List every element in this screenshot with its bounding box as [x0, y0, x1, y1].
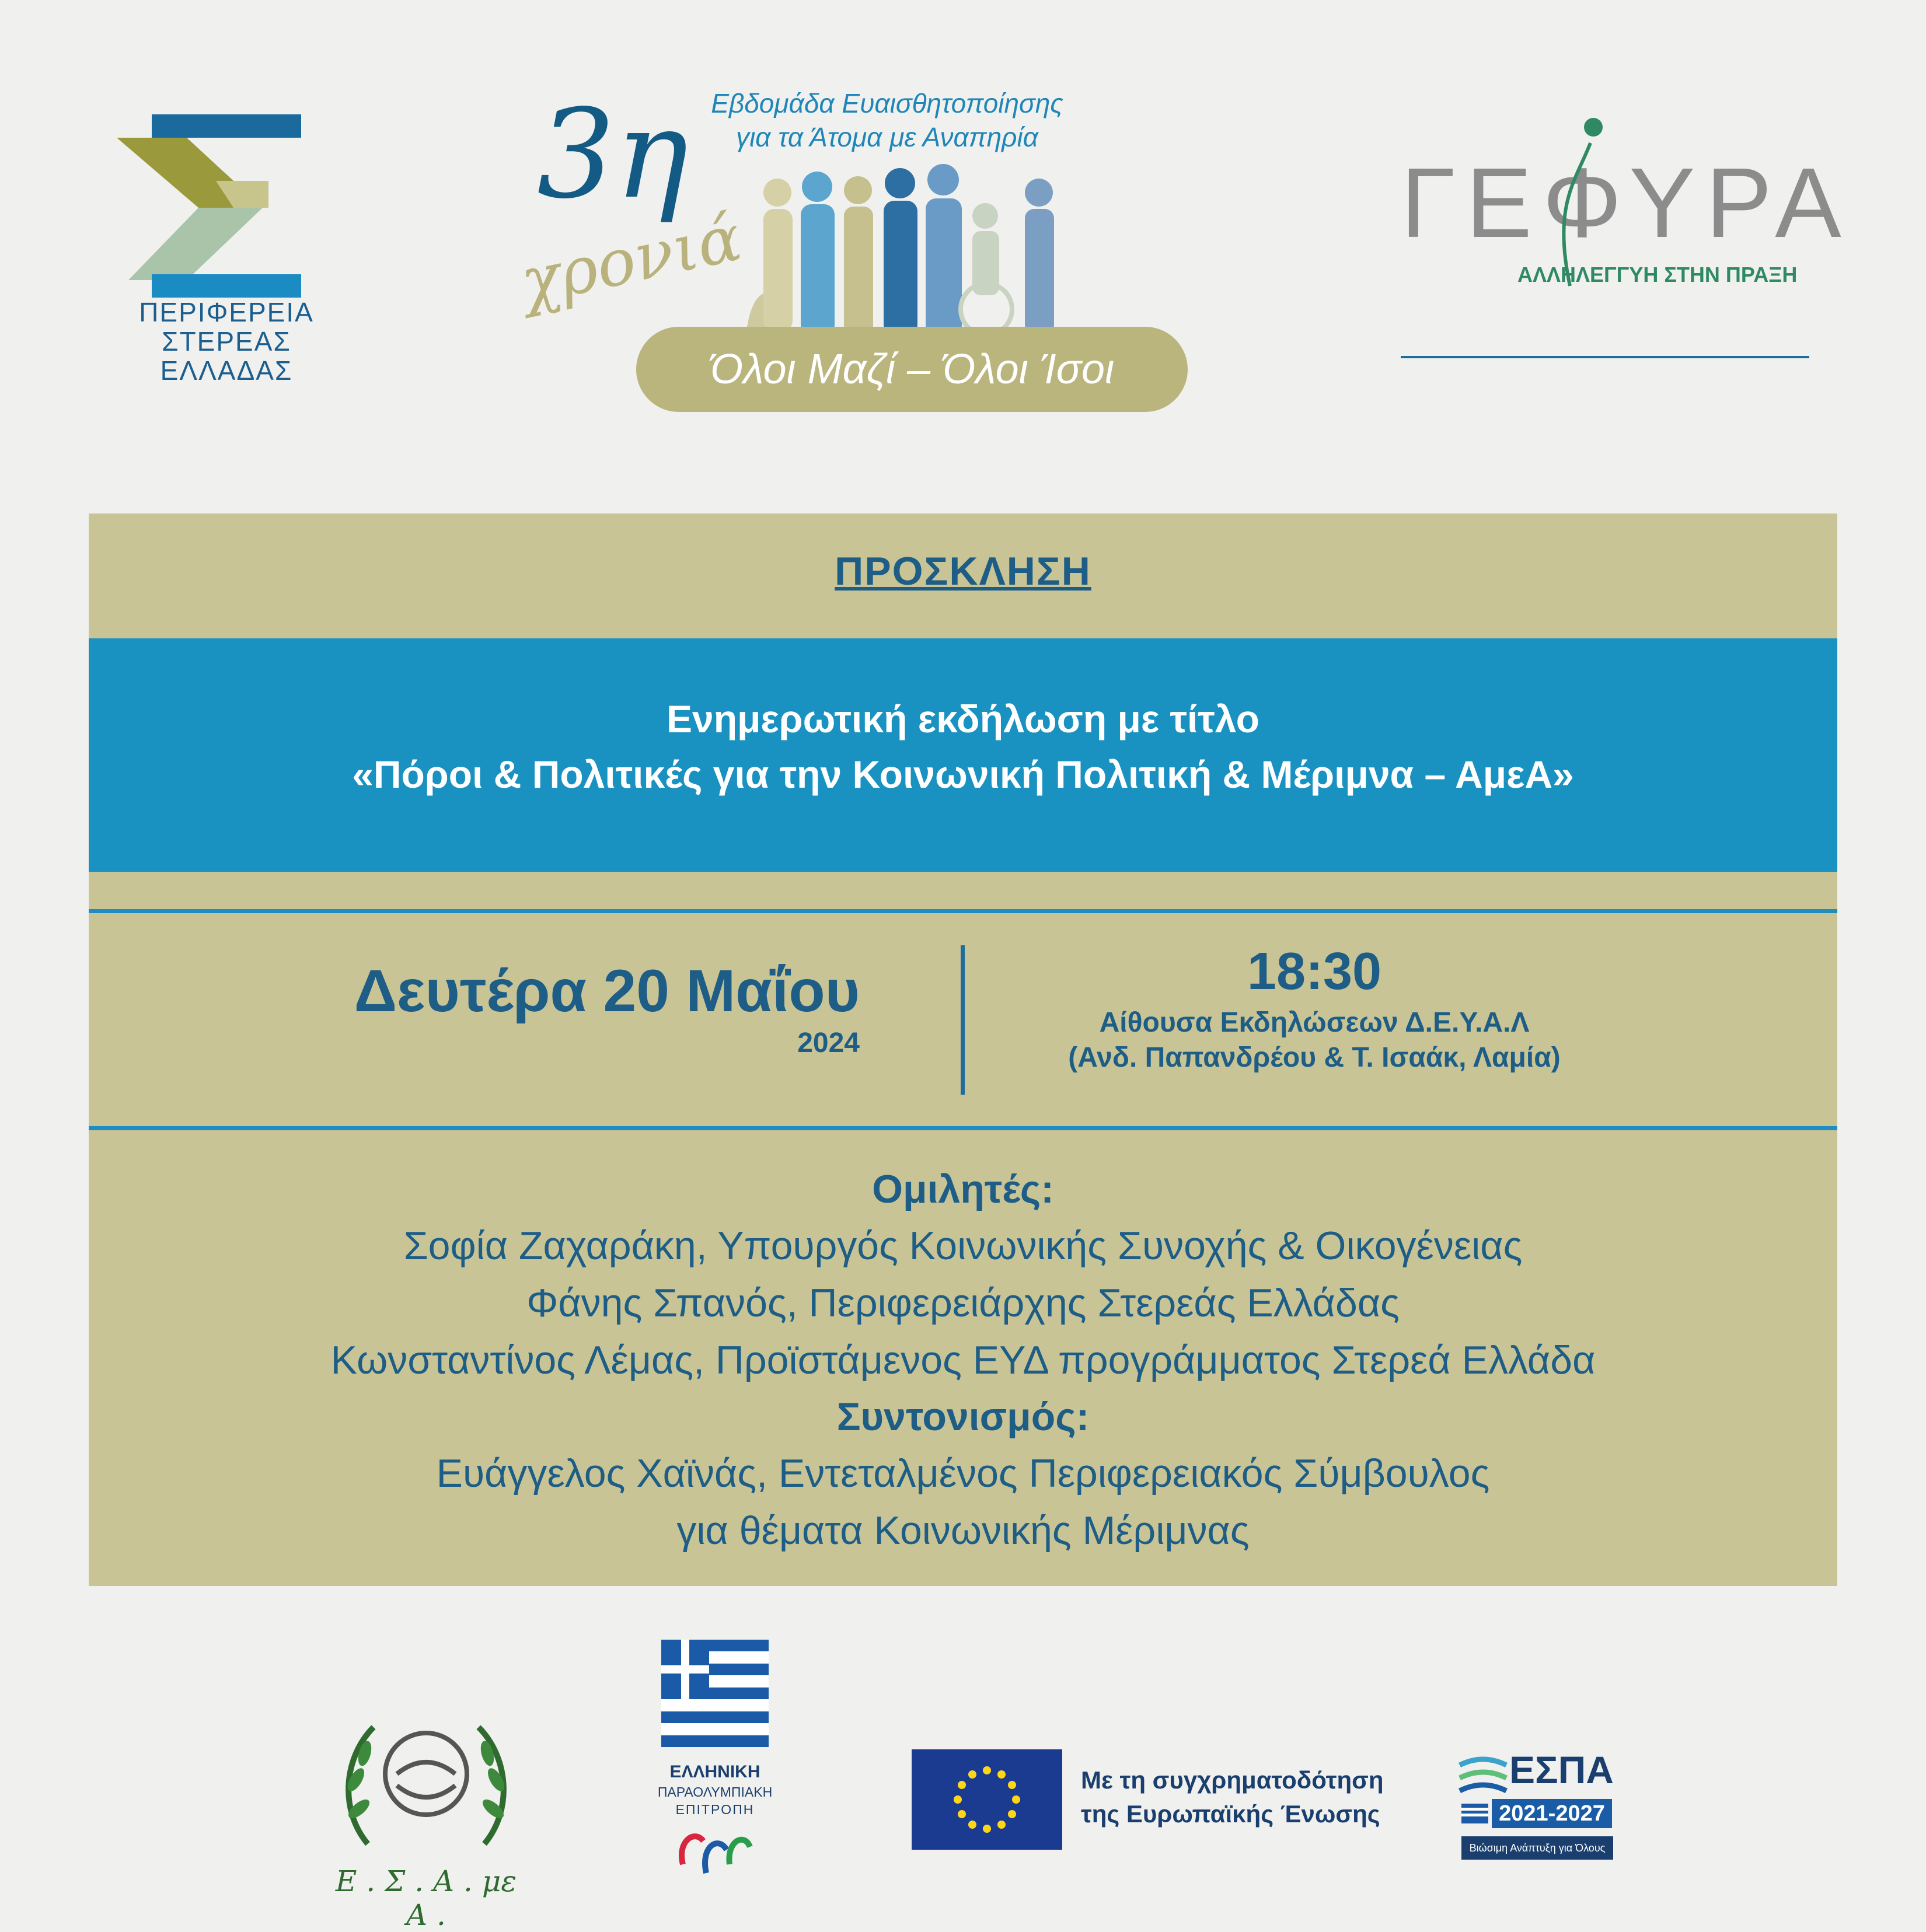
region-line-1: ΠΕΡΙΦΕΡΕΙΑ — [139, 297, 314, 327]
event-date: Δευτέρα 20 Μαΐου — [354, 958, 860, 1024]
speaker-line: Φάνης Σπανός, Περιφερειάρχης Στερεάς Ελλάδας — [526, 1281, 1400, 1325]
invitation-card — [89, 513, 1837, 1586]
edition-year-word: χρονιά — [514, 200, 748, 320]
awareness-week-badge — [508, 82, 1196, 420]
paralympic-line-3: ΕΠΙΤΡΟΠΗ — [675, 1802, 755, 1817]
event-address: (Ανδ. Παπανδρέου & Τ. Ισαάκ, Λαμία) — [1068, 1042, 1561, 1073]
gefyra-underline — [1401, 356, 1809, 358]
region-line-2: ΣΤΕΡΕΑΣ — [162, 326, 291, 357]
esamea-name: Ε . Σ . Α . με Α . — [335, 1864, 517, 1932]
paralympic-line-2: ΠΑΡΑΟΛΥΜΠΙΑΚΗ — [657, 1784, 773, 1800]
espa-flags-icon — [1461, 1804, 1488, 1823]
coordinator-line-2: για θέματα Κοινωνικής Μέριμνας — [676, 1508, 1250, 1553]
event-title-line-1: Ενημερωτική εκδήλωση με τίτλο — [667, 697, 1259, 740]
espa-waves-icon — [1457, 1753, 1509, 1794]
event-venue: Αίθουσα Εκδηλώσεων Δ.Ε.Υ.Α.Λ — [1099, 1007, 1530, 1038]
paralympic-line-1: ΕΛΛΗΝΙΚΗ — [669, 1762, 760, 1781]
esamea-logo — [333, 1692, 519, 1932]
speaker-line: Σοφία Ζαχαράκη, Υπουργός Κοινωνικής Συνοχής & Οικογένειας — [403, 1224, 1523, 1268]
event-year: 2024 — [797, 1028, 860, 1058]
divider-bottom — [89, 1126, 1837, 1130]
motto-pill: Όλοι Μαζί – Όλοι Ίσοι — [636, 327, 1188, 412]
invitation-heading: ΠΡΟΣΚΛΗΣΗ — [835, 549, 1091, 593]
espa-word: ΕΣΠΑ — [1509, 1748, 1614, 1791]
eu-text-line-2: της Ευρωπαϊκής Ένωσης — [1081, 1800, 1380, 1828]
eu-flag-icon — [912, 1749, 1062, 1850]
hellenic-paralympic-committee-logo — [657, 1640, 773, 1885]
region-line-3: ΕΛΛΑΔΑΣ — [160, 355, 293, 386]
speaker-line: Κωνσταντίνος Λέμας, Προϊστάμενος ΕΥΔ προγράμματος Στερεά Ελλάδα — [330, 1338, 1596, 1382]
speakers-heading: Ομιλητές: — [872, 1167, 1054, 1211]
eu-text-line-1: Με τη συγχρηματοδότηση — [1081, 1766, 1384, 1794]
eu-stars-icon — [912, 1749, 1062, 1850]
date-time-divider — [961, 945, 965, 1095]
event-time: 18:30 — [1247, 942, 1382, 1001]
people-silhouettes-icon — [741, 152, 1103, 344]
region-logo-text — [139, 298, 314, 385]
greek-flag-icon — [657, 1640, 773, 1756]
speakers-section — [89, 1161, 1837, 1559]
edition-number: 3η — [537, 83, 689, 226]
eu-cofunding-text — [1081, 1763, 1443, 1831]
sigma-icon — [117, 111, 309, 298]
espa-logo — [1457, 1748, 1616, 1864]
coordination-heading: Συντονισμός: — [836, 1395, 1090, 1439]
week-title-line-2: για τα Άτομα με Αναπηρία — [736, 122, 1038, 152]
region-sterea-ellada-logo — [117, 111, 314, 391]
espa-years: 2021-2027 — [1492, 1799, 1612, 1828]
time-venue-block — [1023, 942, 1606, 1075]
laurel-hands-icon — [333, 1692, 519, 1867]
coordinator-line-1: Ευάγγελος Χαϊνάς, Εντεταλμένος Περιφερειακός Σύμβουλος — [436, 1451, 1490, 1496]
gefyra-tagline: ΑΛΛΗΛΕΓΓΥΗ ΣΤΗΝ ΠΡΑΞΗ — [1517, 263, 1798, 287]
espa-slogan: Βιώσιμη Ανάπτυξη για Όλους — [1461, 1836, 1613, 1860]
week-title-line-1: Εβδομάδα Ευαισθητοποίησης — [711, 88, 1063, 118]
agitos-icon — [671, 1823, 759, 1882]
divider-top — [89, 909, 1837, 913]
event-title-band — [89, 638, 1837, 872]
event-title-line-2: «Πόροι & Πολιτικές για την Κοινωνική Πολιτική & Μέριμνα – ΑμεΑ» — [352, 753, 1574, 796]
gefyra-logo — [1395, 105, 1852, 368]
gefyra-name: ΓΕΦΥΡΑ — [1401, 148, 1852, 258]
